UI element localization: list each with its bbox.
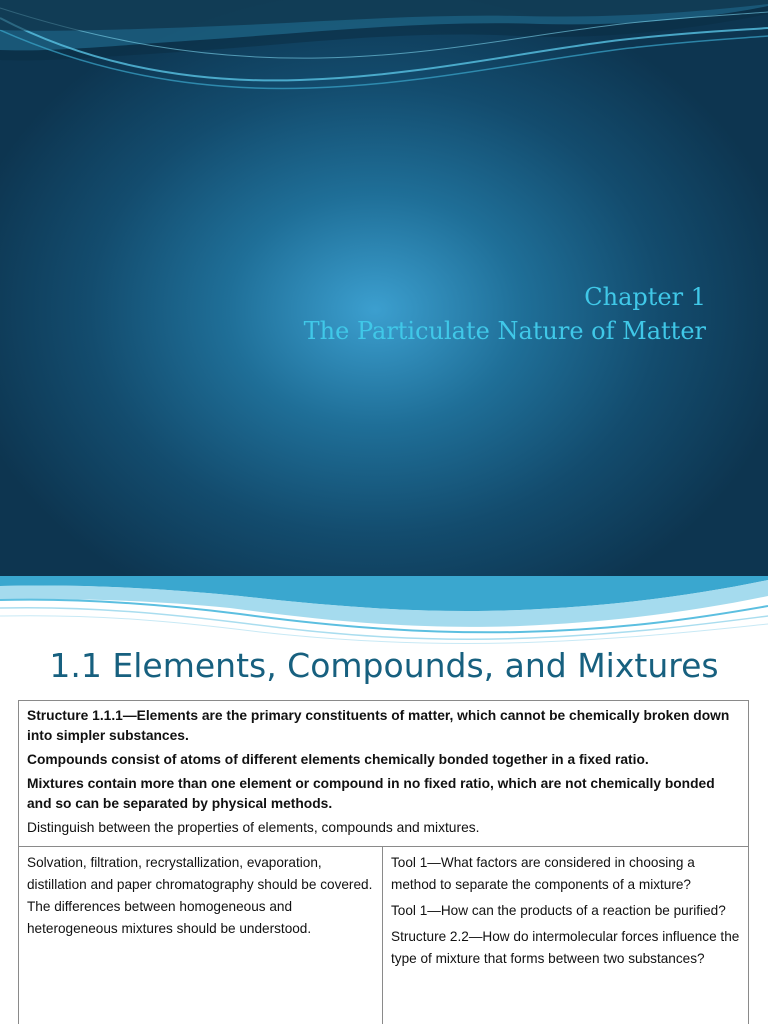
title-block (304, 280, 706, 348)
linking-question: Structure 2.2—How do intermolecular forces influence the type of mixture that forms between two substances? (391, 929, 740, 966)
content-slide (0, 576, 768, 1024)
understanding-text: Compounds consist of atoms of different elements chemically bonded together in a fixed ratio. (27, 752, 649, 767)
curriculum-table (18, 700, 749, 1024)
chapter-title: The Particulate Nature of Matter (303, 317, 706, 345)
linking-questions-cell (383, 847, 748, 1024)
objective-text: Distinguish between the properties of elements, compounds and mixtures. (27, 820, 480, 835)
understanding-text: Mixtures contain more than one element or compound in no fixed ratio, which are not chemically bonded and so can be separated by physical methods. (27, 776, 715, 811)
linking-question: Tool 1—How can the products of a reaction be purified? (391, 903, 726, 918)
understanding-cell (19, 701, 748, 847)
table-row (19, 847, 748, 1024)
understanding-text: Structure 1.1.1—Elements are the primary constituents of matter, which cannot be chemically broken down into simpler substances. (27, 708, 730, 743)
slide-title: 1.1 Elements, Compounds, and Mixtures (49, 646, 719, 685)
decorative-waves (0, 0, 768, 110)
linking-question: Tool 1—What factors are considered in choosing a method to separate the components of a mixture? (391, 855, 695, 892)
decorative-waves (0, 576, 768, 646)
chapter-number: Chapter 1 (584, 283, 706, 311)
guidance-cell: Solvation, filtration, recrystallization, evaporation, distillation and paper chromatography should be covered. The differences between homogeneous and heterogeneous mixtures should be understood. (19, 847, 383, 1024)
